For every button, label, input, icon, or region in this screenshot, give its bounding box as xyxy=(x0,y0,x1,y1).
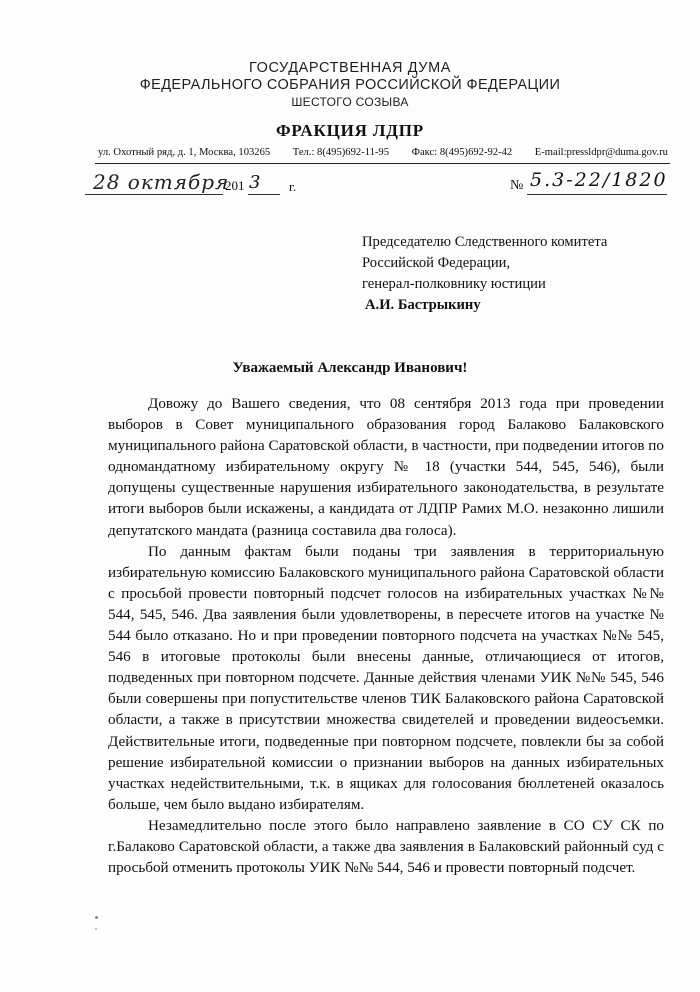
contact-fax: Факс: 8(495)692-92-42 xyxy=(411,147,513,158)
scan-speck xyxy=(95,916,98,919)
contact-address: ул. Охотный ряд, д. 1, Москва, 103265 xyxy=(98,147,271,158)
addressee-name: А.И. Бастрыкину xyxy=(365,297,481,313)
number-label: № xyxy=(510,178,524,193)
addressee-line-2: Российской Федерации, xyxy=(362,255,511,271)
number-underline xyxy=(527,194,667,195)
dateline xyxy=(85,169,685,204)
contact-line xyxy=(98,147,668,158)
letter-body xyxy=(108,393,664,878)
paragraph-3: Незамедлительно после этого было направлено заявление в СО СУ СК по г.Балаково Саратовской области, а также два заявления в Балаковский районный суд с просьбой отменить протоколы УИК №№ 544, 546 и провести повторный подсчет. xyxy=(108,816,664,877)
handwritten-date: 28 октября xyxy=(93,170,230,194)
contact-phone: Тел.: 8(495)692-11-95 xyxy=(292,147,390,158)
addressee-line-3: генерал-полковнику юстиции xyxy=(362,276,546,292)
header-divider xyxy=(95,163,670,164)
handwritten-year-digit: 3 xyxy=(249,172,261,193)
year-underline xyxy=(248,194,280,195)
scan-speck xyxy=(95,928,97,930)
header-federal-assembly: ФЕДЕРАЛЬНОГО СОБРАНИЯ РОССИЙСКОЙ ФЕДЕРАЦИИ xyxy=(139,77,561,93)
date-underline xyxy=(85,194,223,195)
paragraph-2: По данным фактам были поданы три заявления в территориальную избирательную комиссию Балаковского муниципального района Саратовской области с просьбой провести повторный подсчет голосов на избирательных участках №№ 544, 545, 546. Два заявления были удовлетворены, в пересчете итогов на участке № 544 было отказано. Но и при проведении повторного подсчета на участках №№ 545, 546 в итоговые протоколы были внесены данные, отличающиеся от итогов, подведенных при повторном подсчете. Данные действия членами УИК №№ 545, 546 были совершены при попустительстве членов ТИК Балаковского района Саратовской области, а также в присутствии множества свидетелей и проведении видеосъемки. Действительные итоги, подведенные при повторном подсчете, повлекли бы за собой решение избирательной комиссии о признании выборов на данных избирательных участках недействительными, т.к. в ящиках для голосования бюллетеней оказалось больше, чем было выдано избирателям. xyxy=(108,542,664,813)
paragraph-1: Довожу до Вашего сведения, что 08 сентября 2013 года при проведении выборов в Совет муниципального образования город Балаково Балаковского муниципального района Саратовской области, в частности, при подведении итогов по одномандатному избирательному округу № 18 (участки 544, 545, 546), были допущены существенные нарушения избирательного законодательства, в результате итоги выборов были искажены, а кандидата от ЛДПР Рамих М.О. незаконно лишили депутатского мандата (разница составила два голоса). xyxy=(108,395,664,539)
contact-email: E-mail:pressldpr@duma.gov.ru xyxy=(534,147,668,158)
header-convocation: ШЕСТОГО СОЗЫВА xyxy=(291,95,409,109)
faction-title: ФРАКЦИЯ ЛДПР xyxy=(276,121,424,140)
year-prefix: 201 xyxy=(225,178,245,193)
addressee-block xyxy=(362,232,607,316)
salutation: Уважаемый Александр Иванович! xyxy=(232,360,468,376)
header-state-duma: ГОСУДАРСТВЕННАЯ ДУМА xyxy=(248,60,452,76)
year-unit: г. xyxy=(289,179,297,194)
addressee-line-1: Председателю Следственного комитета xyxy=(362,234,608,250)
handwritten-reference-number: 5.3-22/1820 xyxy=(530,169,668,191)
